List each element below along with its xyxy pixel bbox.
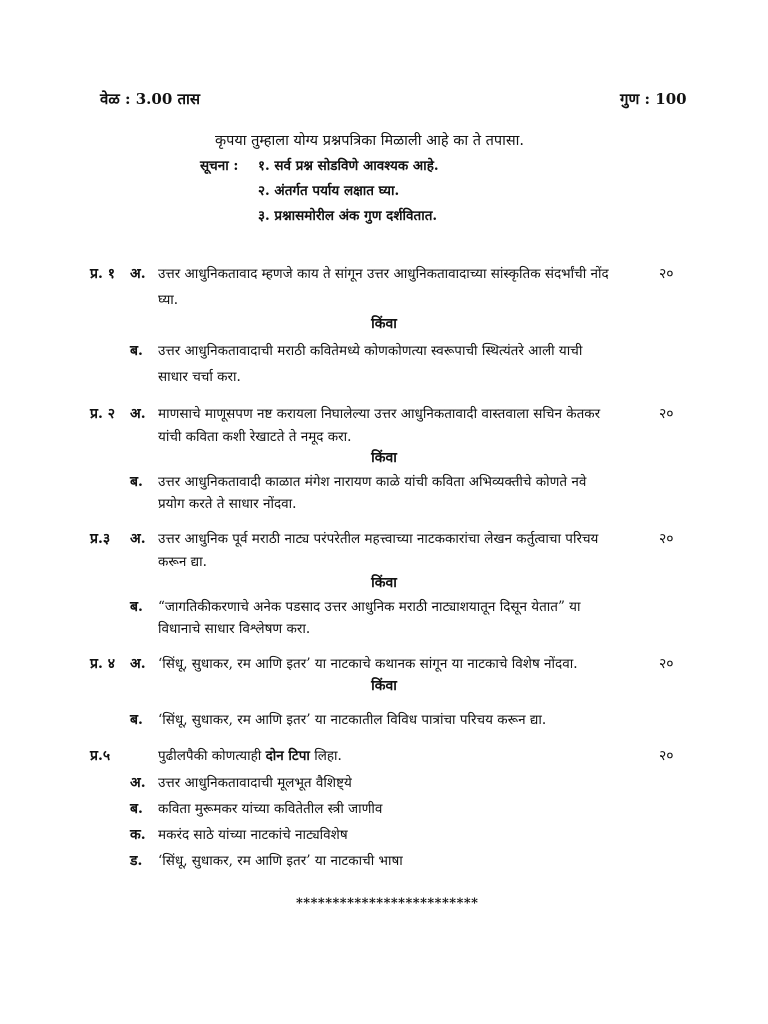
- question-marks: २०: [659, 266, 674, 282]
- subquestion-label: अ.: [130, 656, 146, 672]
- question-marks: २०: [659, 406, 674, 422]
- question-number: प्र. १: [90, 266, 115, 282]
- question-text: “जागतिकीकरणाचे अनेक पडसाद उत्तर आधुनिक मराठी नाट्याशयातून दिसून येतात” या: [158, 599, 581, 615]
- end-of-paper-marker: *************************: [296, 896, 479, 911]
- question-text: करून द्या.: [158, 554, 207, 570]
- subquestion-label: ड.: [130, 853, 143, 869]
- question-marks: २०: [659, 531, 674, 547]
- subquestion-label: ब.: [130, 801, 143, 817]
- intro-line: कृपया तुम्हाला योग्य प्रश्नपत्रिका मिळाली आहे का ते तपासा.: [215, 133, 525, 149]
- subquestion-label: ब.: [130, 343, 143, 359]
- question-number: प्र.३: [90, 531, 111, 547]
- or-separator: किंवा: [371, 678, 397, 694]
- or-separator: किंवा: [371, 316, 397, 332]
- note-topic: मकरंद साठे यांच्या नाटकांचे नाट्यविशेष: [158, 827, 348, 843]
- exam-duration: वेळ : 3.00 तास: [100, 90, 201, 108]
- question-text: साधार चर्चा करा.: [158, 369, 241, 385]
- note-topic: उत्तर आधुनिकतावादाची मूलभूत वैशिष्ट्ये: [158, 775, 352, 791]
- question-text: ‘सिंधू, सुधाकर, रम आणि इतर’ या नाटकाचे कथानक सांगून या नाटकाचे विशेष नोंदवा.: [158, 656, 578, 672]
- stem-text: पुढीलपैकी कोणत्याही: [158, 748, 266, 764]
- question-text: उत्तर आधुनिकतावादी काळात मंगेश नारायण काळे यांची कविता अभिव्यक्तीचे कोणते नवे: [158, 474, 587, 490]
- subquestion-label: अ.: [130, 531, 146, 547]
- note-topic: ‘सिंधू, सुधाकर, रम आणि इतर’ या नाटकाची भाषा: [158, 853, 403, 869]
- question-text: उत्तर आधुनिकतावाद म्हणजे काय ते सांगून उत्तर आधुनिकतावादाच्या सांस्कृतिक संदर्भांची नोंद: [158, 266, 609, 282]
- subquestion-label: ब.: [130, 599, 143, 615]
- question-number: प्र.५: [90, 748, 111, 764]
- total-marks: गुण : 100: [620, 90, 687, 108]
- instruction-item: २. अंतर्गत पर्याय लक्षात घ्या.: [258, 183, 400, 199]
- subquestion-label: ब.: [130, 474, 143, 490]
- stem-emphasis: दोन टिपा: [265, 748, 310, 764]
- question-number: प्र. २: [90, 406, 115, 422]
- instructions-label: सूचना :: [200, 158, 239, 174]
- subquestion-label: अ.: [130, 775, 146, 791]
- question-stem: [158, 746, 342, 764]
- question-text: उत्तर आधुनिकतावादाची मराठी कवितेमध्ये कोणकोणत्या स्वरूपाची स्थित्यंतरे आली याची: [158, 343, 583, 359]
- question-text: घ्या.: [158, 292, 179, 308]
- question-text: विधानाचे साधार विश्लेषण करा.: [158, 621, 311, 637]
- instruction-item: ३. प्रश्नासमोरील अंक गुण दर्शवितात.: [258, 208, 438, 224]
- question-marks: २०: [659, 748, 674, 764]
- subquestion-label: ब.: [130, 712, 143, 728]
- or-separator: किंवा: [371, 450, 397, 466]
- note-topic: कविता मुरूमकर यांच्या कवितेतील स्त्री जाणीव: [158, 801, 383, 817]
- or-separator: किंवा: [371, 575, 397, 591]
- subquestion-label: क.: [130, 827, 146, 843]
- subquestion-label: अ.: [130, 266, 146, 282]
- question-marks: २०: [659, 656, 674, 672]
- question-text: यांची कविता कशी रेखाटते ते नमूद करा.: [158, 429, 352, 445]
- question-text: उत्तर आधुनिक पूर्व मराठी नाट्य परंपरेतील महत्त्वाच्या नाटककारांचा लेखन कर्तुत्वाचा परिचय: [158, 531, 599, 547]
- stem-text: लिहा.: [309, 748, 342, 764]
- question-text: प्रयोग करते ते साधार नोंदवा.: [158, 496, 297, 512]
- question-text: माणसाचे माणूसपण नष्ट करायला निघालेल्या उत्तर आधुनिकतावादी वास्तवाला सचिन केतकर: [158, 406, 601, 422]
- subquestion-label: अ.: [130, 406, 146, 422]
- question-number: प्र. ४: [90, 656, 115, 672]
- instruction-item: १. सर्व प्रश्न सोडविणे आवश्यक आहे.: [258, 158, 439, 174]
- question-text: ‘सिंधू, सुधाकर, रम आणि इतर’ या नाटकातील विविध पात्रांचा परिचय करून द्या.: [158, 712, 547, 728]
